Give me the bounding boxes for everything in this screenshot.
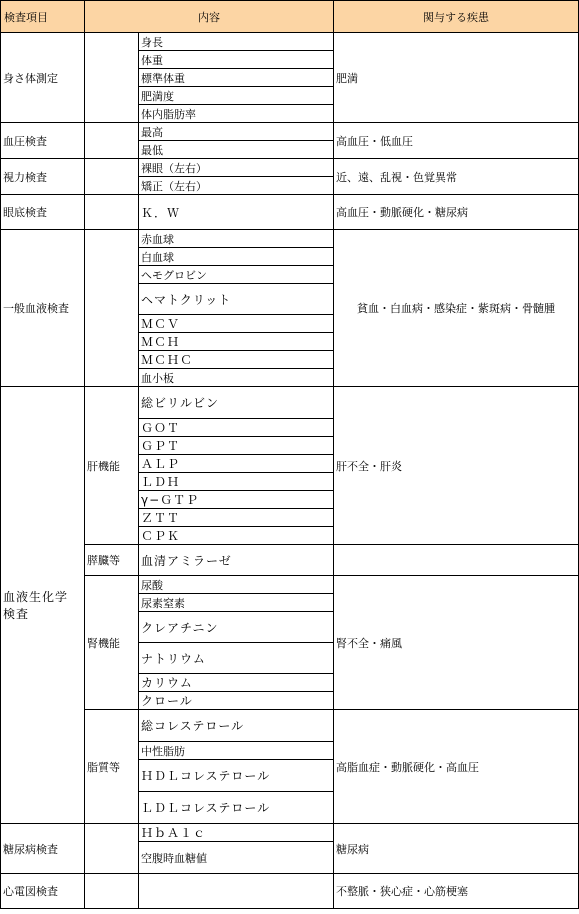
item-cell: ＭＣＶ — [139, 315, 334, 333]
disease-cell: 不整脈・狭心症・心筋梗塞 — [334, 874, 579, 909]
item-cell: ＭＣＨＣ — [139, 351, 334, 369]
table-row — [1, 159, 579, 177]
subcategory-label: 脂質等 — [85, 710, 139, 824]
category-label: 血圧検査 — [1, 123, 85, 159]
item-cell: カリウム — [139, 674, 334, 692]
table-row — [1, 123, 579, 141]
disease-cell — [334, 545, 579, 576]
item-cell: ＧＰＴ — [139, 437, 334, 455]
item-cell: ＬＤＨ — [139, 473, 334, 491]
disease-cell: 肥満 — [334, 33, 579, 123]
item-cell: 血小板 — [139, 369, 334, 387]
subcategory-label: 腎機能 — [85, 576, 139, 710]
item-cell: 肥満度 — [139, 87, 334, 105]
item-cell: ＭＣＨ — [139, 333, 334, 351]
item-cell: γ−ＧＴＰ — [139, 491, 334, 509]
subcategory-label: 膵臓等 — [85, 545, 139, 576]
subcategory-empty — [85, 195, 139, 230]
item-cell: ヘマトクリット — [139, 284, 334, 315]
item-cell: 矯正（左右） — [139, 177, 334, 195]
header-item: 検査項目 — [1, 1, 85, 33]
item-cell: 裸眼（左右） — [139, 159, 334, 177]
item-cell: 体重 — [139, 51, 334, 69]
subcategory-empty — [85, 874, 139, 909]
item-cell — [139, 874, 334, 909]
disease-cell: 近、遠、乱視・色覚異常 — [334, 159, 579, 195]
subcategory-empty — [85, 159, 139, 195]
item-cell: 尿素窒素 — [139, 594, 334, 612]
header-disease: 関与する疾患 — [334, 1, 579, 33]
subcategory-empty — [85, 230, 139, 387]
item-cell: ＧＯＴ — [139, 419, 334, 437]
disease-cell: 貧血・白血病・感染症・紫斑病・骨髄腫 — [334, 230, 579, 387]
category-label: 心電図検査 — [1, 874, 85, 909]
item-cell: ＺＴＴ — [139, 509, 334, 527]
item-cell: 最高 — [139, 123, 334, 141]
disease-cell: 糖尿病 — [334, 824, 579, 874]
disease-cell: 高血圧・動脈硬化・糖尿病 — [334, 195, 579, 230]
category-label: 視力検査 — [1, 159, 85, 195]
table-row — [1, 874, 579, 909]
category-label: 糖尿病検査 — [1, 824, 85, 874]
disease-cell: 高脂血症・動脈硬化・高血圧 — [334, 710, 579, 824]
item-cell: ナトリウム — [139, 643, 334, 674]
item-cell: 中性脂肪 — [139, 742, 334, 760]
item-cell: 最低 — [139, 141, 334, 159]
table-row — [1, 230, 579, 248]
category-label: 眼底検査 — [1, 195, 85, 230]
item-cell: ＨｂＡ１ｃ — [139, 824, 334, 842]
item-cell: 身長 — [139, 33, 334, 51]
item-cell: 総コレステロール — [139, 710, 334, 742]
header-content: 内容 — [85, 1, 334, 33]
item-cell: ＡＬＰ — [139, 455, 334, 473]
disease-cell: 腎不全・痛風 — [334, 576, 579, 710]
table-row — [1, 710, 579, 742]
item-cell: クレアチニン — [139, 612, 334, 643]
table-row — [1, 824, 579, 842]
item-cell: Ｋ．Ｗ — [139, 195, 334, 230]
table-row — [1, 33, 579, 51]
item-cell: 体内脂肪率 — [139, 105, 334, 123]
table-row — [1, 576, 579, 594]
table-row — [1, 545, 579, 576]
item-cell: 尿酸 — [139, 576, 334, 594]
table-row — [1, 387, 579, 419]
disease-cell: 肝不全・肝炎 — [334, 387, 579, 545]
item-cell: ＬＤＬコレステロール — [139, 792, 334, 824]
item-cell: 血清アミラーゼ — [139, 545, 334, 576]
subcategory-empty — [85, 123, 139, 159]
item-cell: 白血球 — [139, 248, 334, 266]
subcategory-empty — [85, 33, 139, 123]
subcategory-label: 肝機能 — [85, 387, 139, 545]
item-cell: クロール — [139, 692, 334, 710]
category-label: 血液生化学 検査 — [1, 387, 85, 824]
item-cell: 赤血球 — [139, 230, 334, 248]
table-row — [1, 195, 579, 230]
item-cell: ＨＤＬコレステロール — [139, 760, 334, 792]
header-row — [1, 1, 579, 33]
item-cell: 標準体重 — [139, 69, 334, 87]
item-cell: 総ビリルビン — [139, 387, 334, 419]
category-label: 身さ体測定 — [1, 33, 85, 123]
category-label: 一般血液検査 — [1, 230, 85, 387]
subcategory-empty — [85, 824, 139, 874]
item-cell: 空腹時血糖値 — [139, 842, 334, 874]
disease-cell: 高血圧・低血圧 — [334, 123, 579, 159]
item-cell: ＣＰＫ — [139, 527, 334, 545]
item-cell: ヘモグロビン — [139, 266, 334, 284]
